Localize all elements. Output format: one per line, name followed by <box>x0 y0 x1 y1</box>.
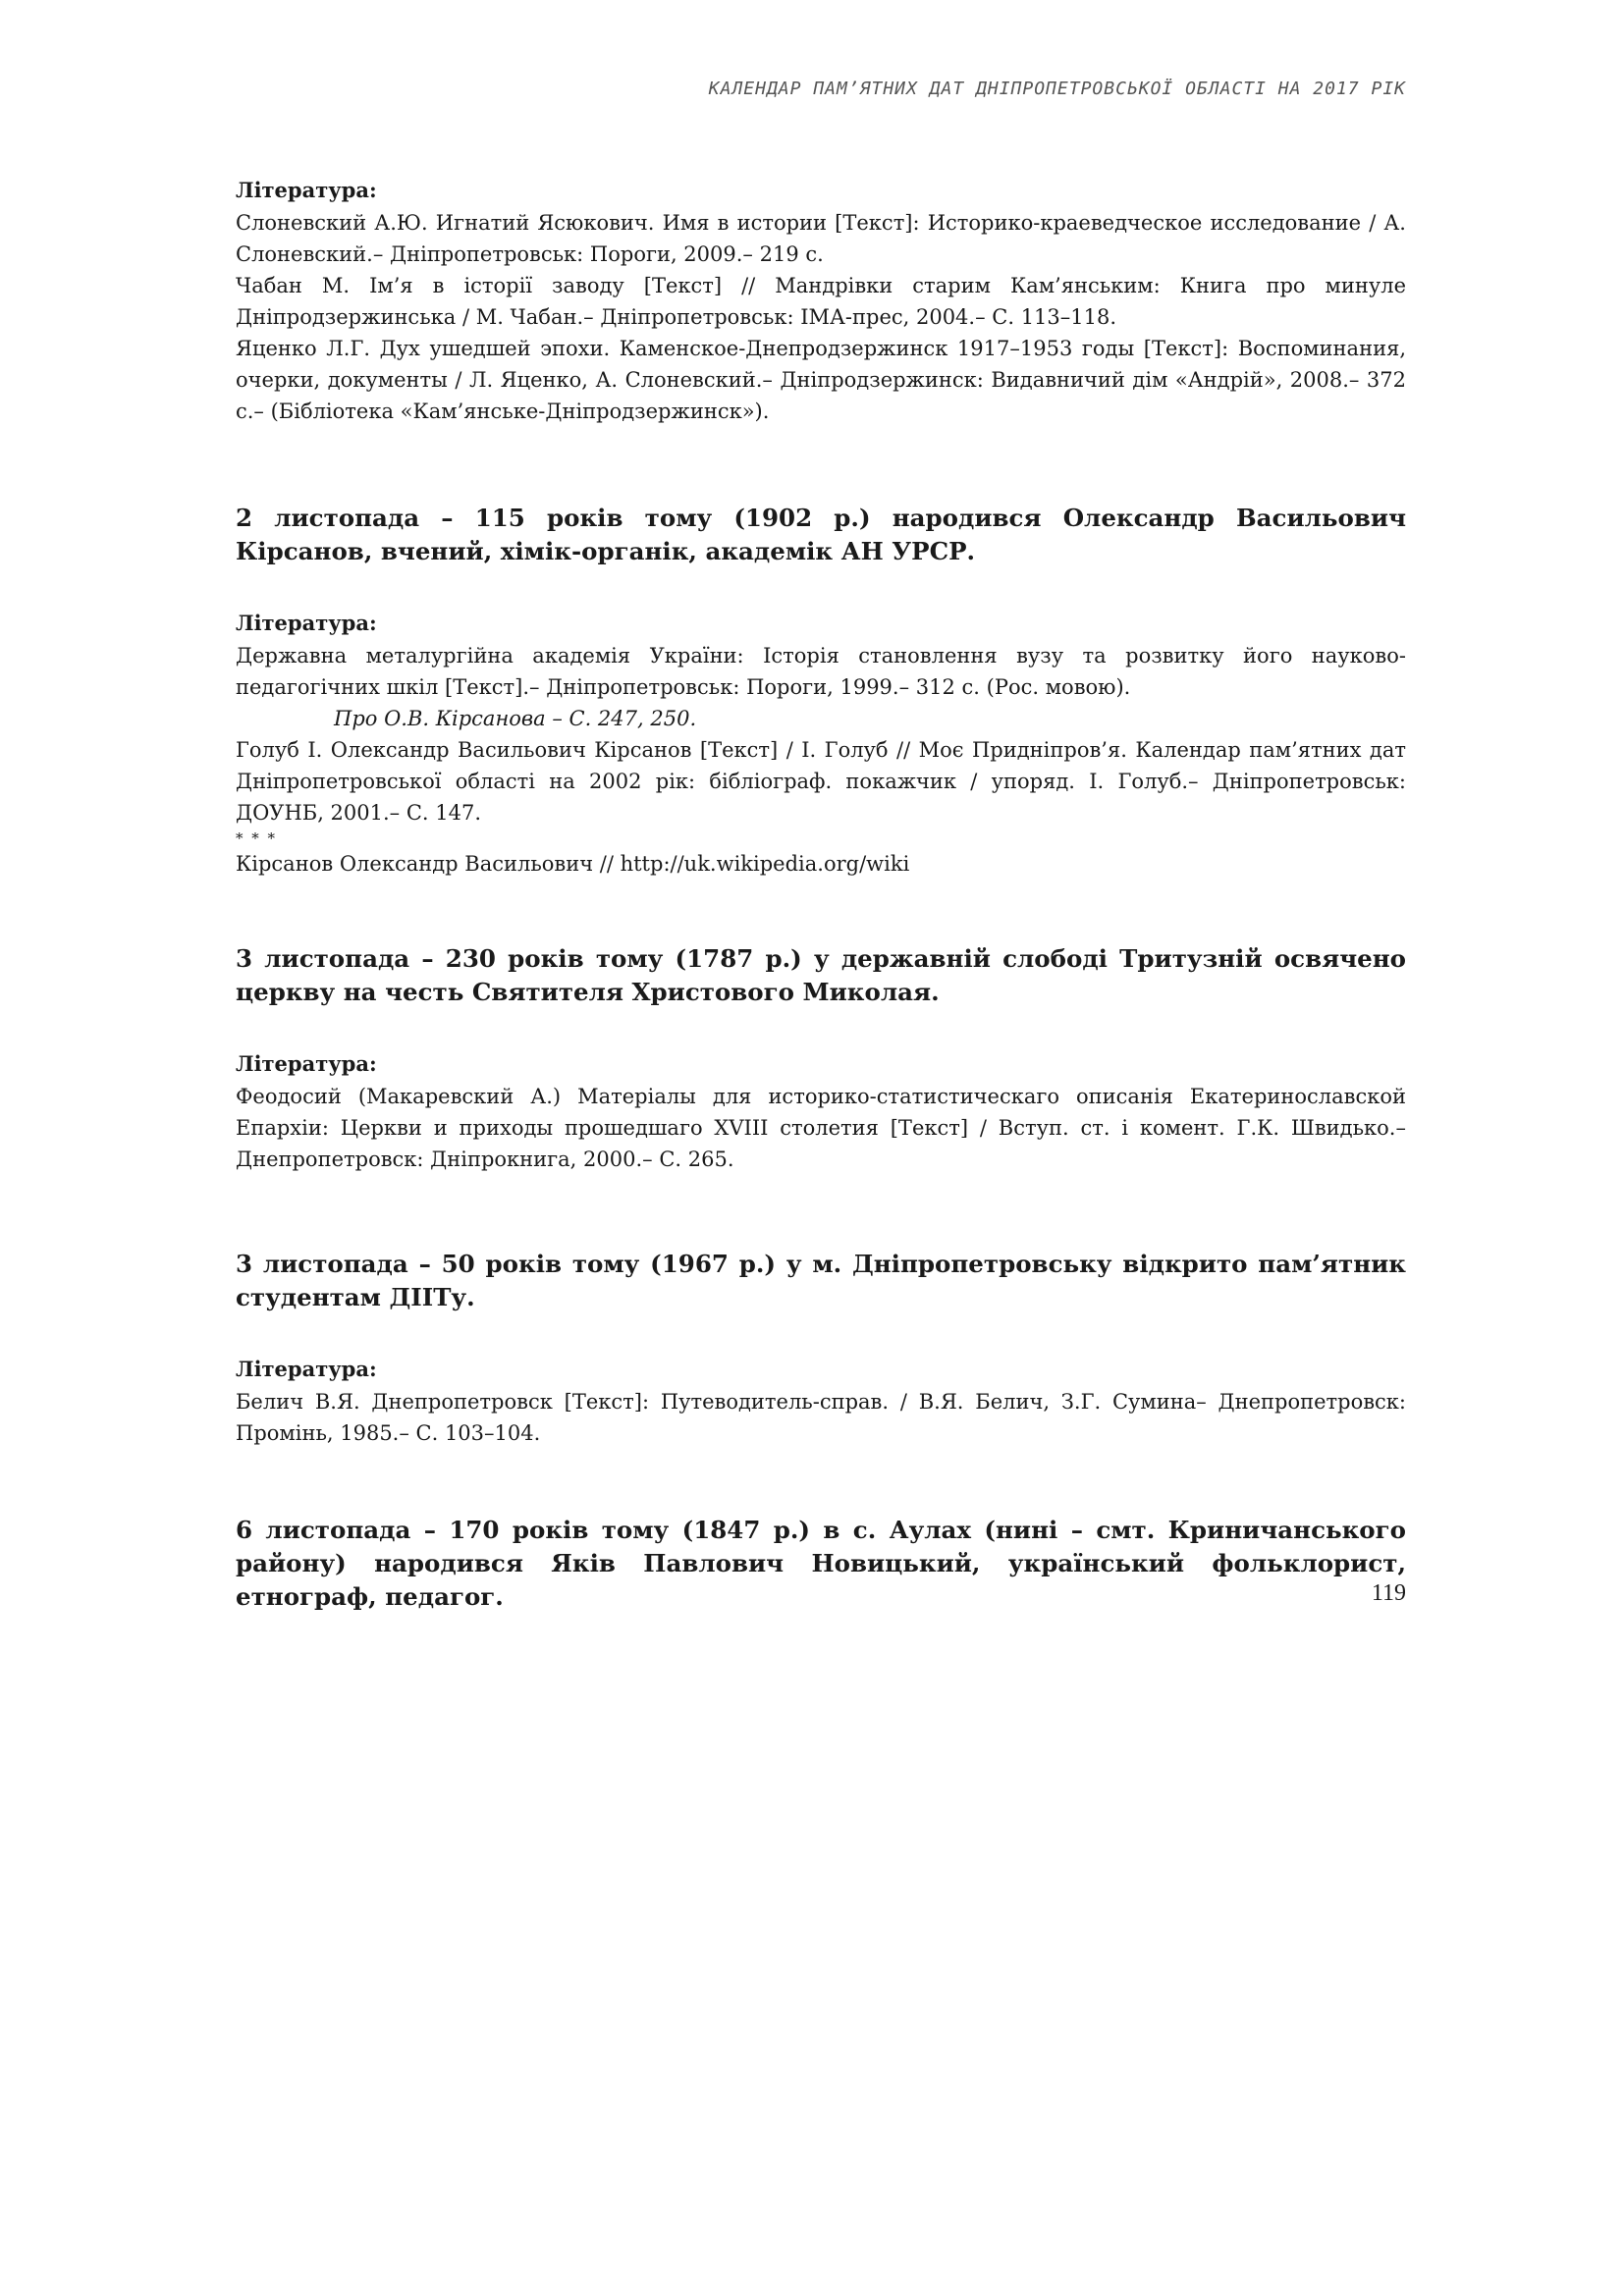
literature-heading: Література: <box>236 611 377 635</box>
calendar-entry <box>236 942 1406 1175</box>
reference-note: Про О.В. Кірсанова – С. 247, 250. <box>334 707 697 730</box>
reference-item: Чабан М. Ім’я в історії заводу [Текст] // Мандрівки старим Кам’янським: Книга про минуле Дніпродзержинська / М. Чабан.– Дніпропетровськ: ІМА-прес, 2004.– С. 113–118. <box>236 274 1406 329</box>
entry-literature <box>236 1048 1406 1175</box>
entry-literature <box>236 608 1406 880</box>
running-header: КАЛЕНДАР ПАМ’ЯТНИХ ДАТ ДНІПРОПЕТРОВСЬКОЇ ОБЛАСТІ НА 2017 РІК <box>708 79 1406 99</box>
calendar-entry <box>236 1514 1406 1614</box>
literature-heading: Література: <box>236 178 377 202</box>
separator-stars: * * * <box>236 829 278 847</box>
reference-link: Кірсанов Олександр Васильович // http://uk.wikipedia.org/wiki <box>236 852 910 876</box>
reference-item: Яценко Л.Г. Дух ушедшей эпохи. Каменское-Днепродзержинск 1917–1953 годы [Текст]: Воспоминания, очерки, документы / Л. Яценко, А. Слоневский.– Днiпродзержинск: Видавничий дім «Андрій», 2008.– 372 с.– (Бібліотека «Кам’янське-Дніпродзержинск»). <box>236 337 1406 423</box>
entry-title: 6 листопада – 170 років тому (1847 р.) в с. Аулах (нині – смт. Криничанського району) народився Яків Павлович Новицький, український фольклорист, етнограф, педагог. <box>236 1516 1406 1611</box>
reference-item: Феодосий (Макаревский А.) Матеріалы для историко-статистическаго описанія Екатеринославской Епархіи: Церкви и приходы прошедшаго XVIII столетия [Текст] / Вступ. ст. і комент. Г.К. Швидько.– Днепропетровск: Дніпрокнига, 2000.– С. 265. <box>236 1085 1406 1171</box>
entry-literature <box>236 1354 1406 1449</box>
reference-item: Голуб І. Олександр Васильович Кірсанов [Текст] / І. Голуб // Моє Придніпров’я. Календар пам’ятних дат Дніпропетровської області на 2002 рік: бібліограф. покажчик / упоряд. І. Голуб.– Дніпропетровськ: ДОУНБ, 2001.– С. 147. <box>236 738 1406 825</box>
intro-literature <box>236 175 1406 427</box>
page-number: 119 <box>1371 1580 1406 1606</box>
reference-item: Державна металургійна академія України: Історія становлення вузу та розвитку його науково-педагогічних шкіл [Текст].– Дніпропетровськ: Пороги, 1999.– 312 с. (Рос. мовою). <box>236 644 1406 699</box>
reference-item: Слоневский А.Ю. Игнатий Ясюкович. Имя в истории [Текст]: Историко-краеведческое исследование / А. Слоневский.– Дніпропетровськ: Пороги, 2009.– 219 с. <box>236 211 1406 266</box>
literature-heading: Література: <box>236 1051 377 1076</box>
entry-title: 3 листопада – 50 років тому (1967 р.) у м. Дніпропетровську відкрито пам’ятник студентам ДІІТу. <box>236 1250 1406 1311</box>
calendar-entry <box>236 1248 1406 1449</box>
reference-item: Белич В.Я. Днепропетровск [Текст]: Путеводитель-справ. / В.Я. Белич, З.Г. Сумина– Днепропетровск: Промінь, 1985.– С. 103–104. <box>236 1390 1406 1445</box>
page-content <box>236 175 1406 1653</box>
entry-title: 2 листопада – 115 років тому (1902 р.) народився Олександр Васильович Кірсанов, вчений, хімік-органік, академік АН УРСР. <box>236 504 1406 565</box>
calendar-entry <box>236 502 1406 880</box>
entry-title: 3 листопада – 230 років тому (1787 р.) у державній слободі Тритузній освячено церкву на честь Святителя Христового Миколая. <box>236 944 1406 1006</box>
literature-heading: Література: <box>236 1357 377 1381</box>
